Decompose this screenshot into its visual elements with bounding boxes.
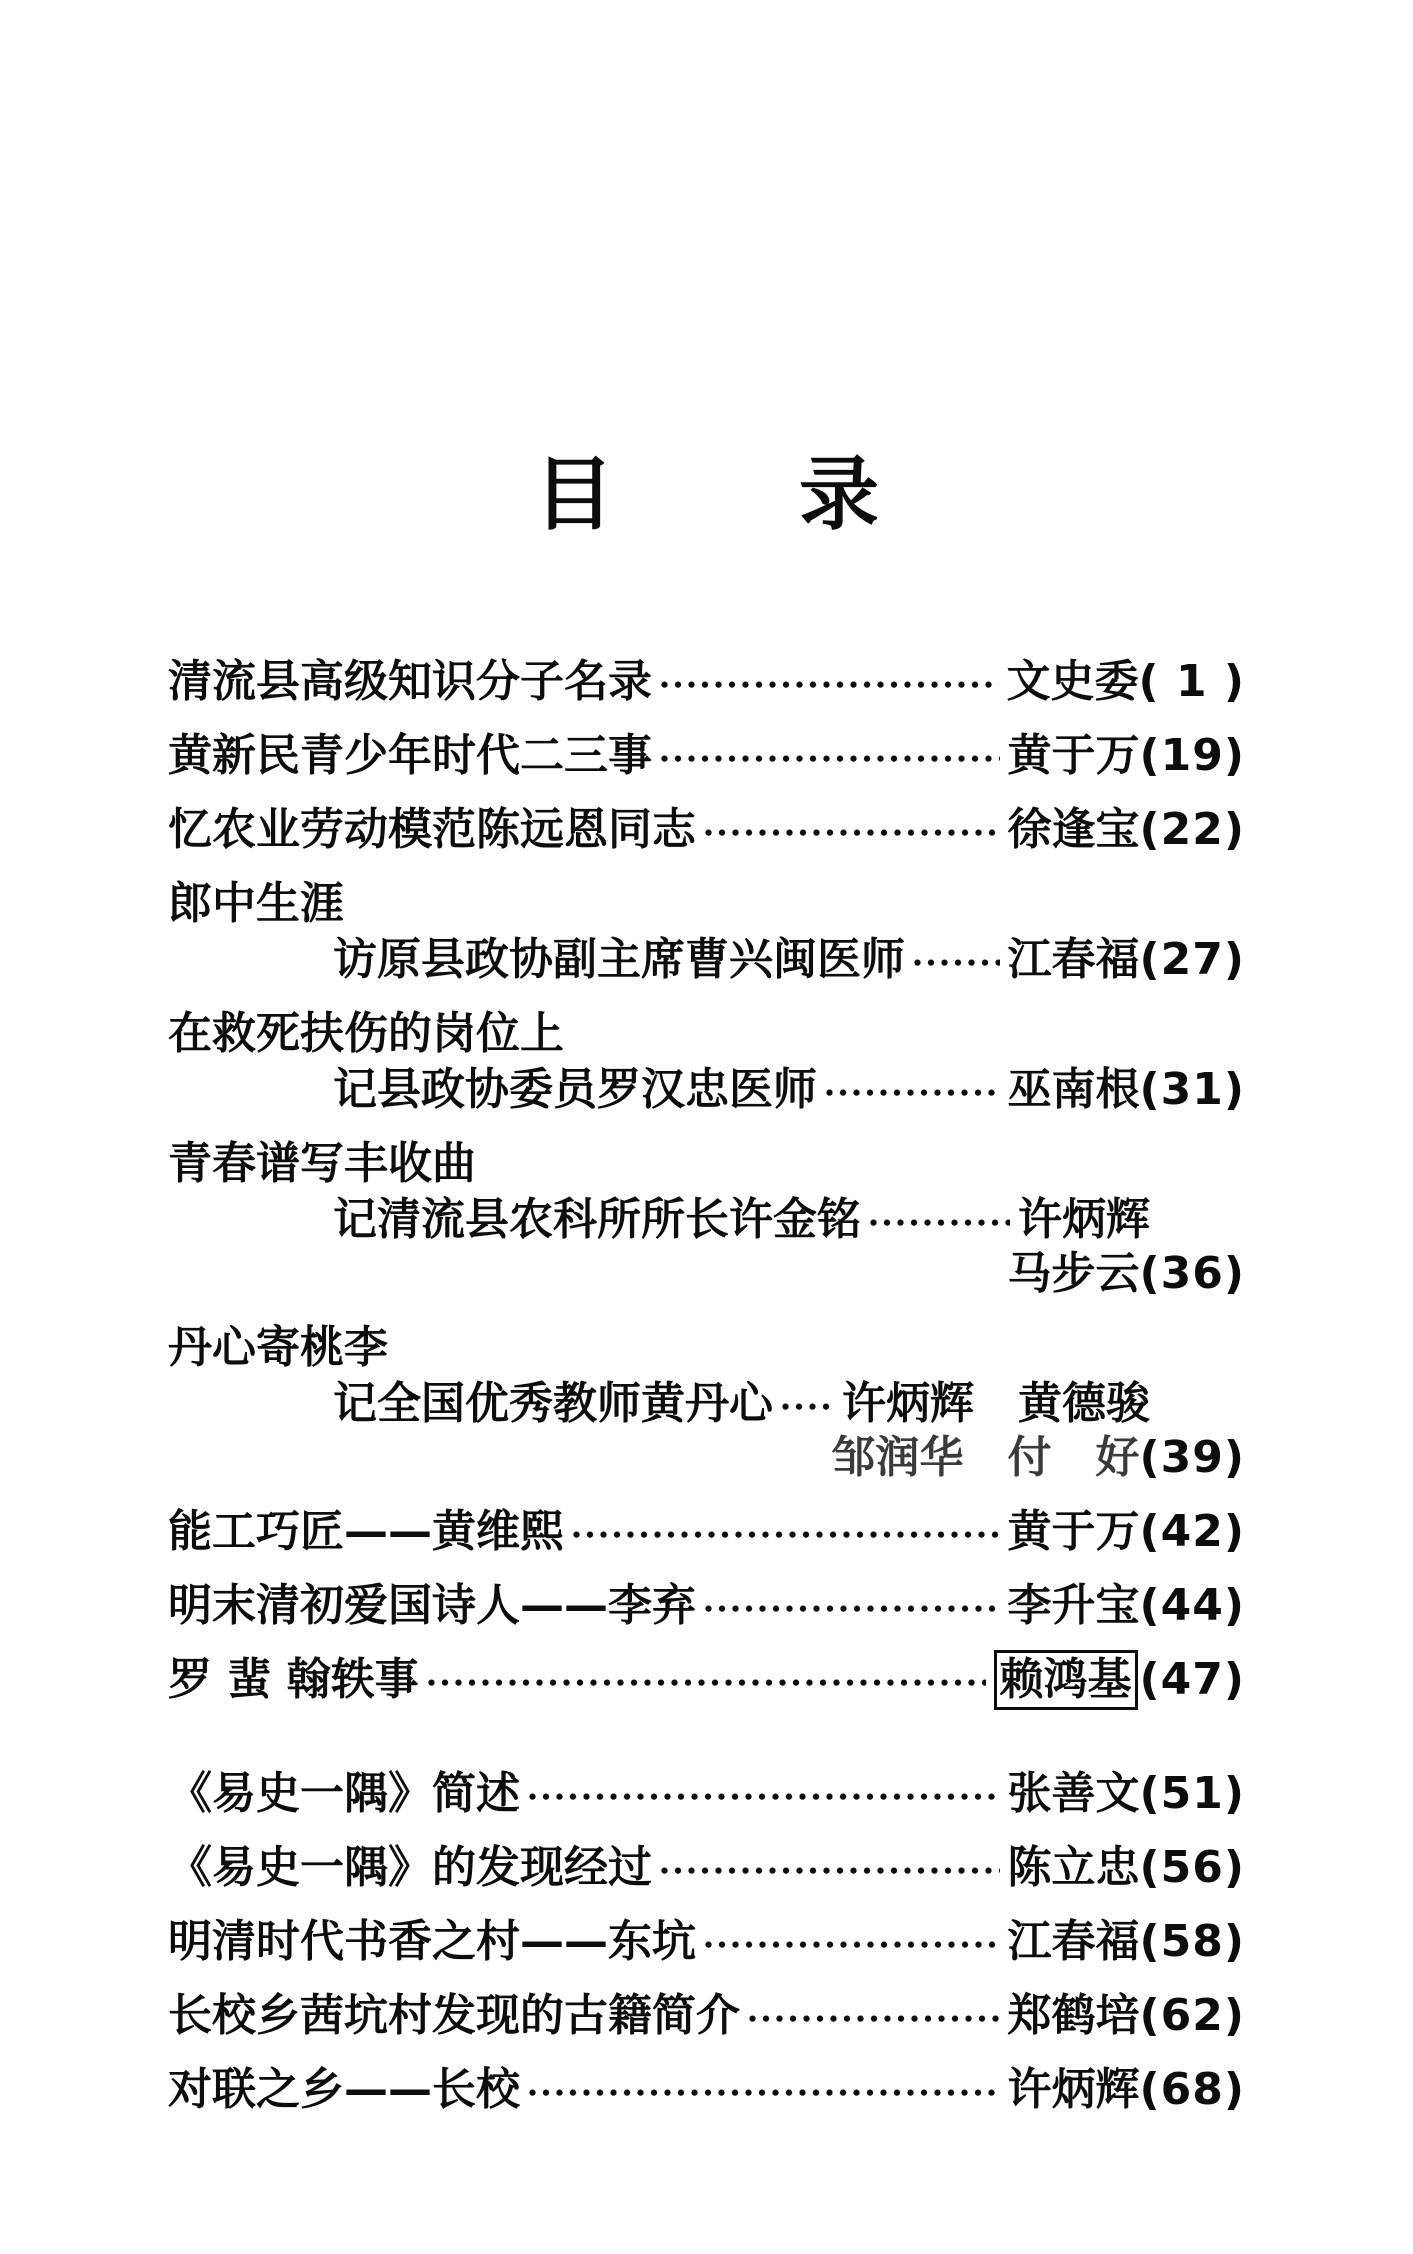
dot-leader xyxy=(526,2064,1000,2116)
toc-section-heading xyxy=(168,878,1245,930)
toc-entry xyxy=(168,1990,1245,2042)
entry-title: 能工巧匠——黄维熙 xyxy=(168,1506,564,1557)
entry-title: 黄新民青少年时代二三事 xyxy=(168,730,652,781)
entry-title: 对联之乡——长校 xyxy=(168,2064,520,2115)
page-title xyxy=(0,0,1413,541)
toc-entry xyxy=(168,1064,1245,1116)
dot-leader xyxy=(570,1506,1000,1558)
entry-page: (47) xyxy=(1139,1654,1245,1705)
entry-page: (62) xyxy=(1139,1990,1245,2041)
entry-title: 清流县高级知识分子名录 xyxy=(168,656,652,707)
toc-entry-authors-continued xyxy=(168,1248,1245,1300)
entry-author: 邹润华 付 好 xyxy=(831,1432,1140,1483)
entry-page: (51) xyxy=(1139,1768,1245,1819)
toc-entry xyxy=(168,1378,1245,1430)
entry-author: 李升宝 xyxy=(1007,1580,1140,1631)
dot-leader xyxy=(658,656,999,708)
toc-entry xyxy=(168,934,1245,986)
entry-page: (58) xyxy=(1139,1916,1245,1967)
entry-author: 许炳辉 黄德骏 xyxy=(842,1378,1150,1429)
toc-entry xyxy=(168,1916,1245,1968)
entry-title: 记清流县农科所所长许金铭 xyxy=(333,1194,861,1245)
dot-leader xyxy=(823,1064,1000,1116)
entry-author-deceased-box: 赖鸿基 xyxy=(994,1650,1138,1710)
toc-entry xyxy=(168,656,1245,708)
entry-page: (22) xyxy=(1139,804,1245,855)
entry-author: 马步云 xyxy=(1007,1248,1140,1299)
entry-page: (27) xyxy=(1139,934,1245,985)
entry-author: 许炳辉 xyxy=(1018,1194,1150,1245)
entry-title: 丹心寄桃李 xyxy=(168,1322,388,1373)
entry-author: 黄于万 xyxy=(1007,730,1140,781)
toc-entry xyxy=(168,1768,1245,1820)
entry-title: 访原县政协副主席曹兴闽医师 xyxy=(333,934,905,985)
entry-author: 文史委 xyxy=(1006,656,1139,707)
toc-entry xyxy=(168,1580,1245,1632)
entry-author: 郑鹤培 xyxy=(1007,1990,1140,2041)
entry-title: 记县政协委员罗汉忠医师 xyxy=(333,1064,817,1115)
toc-entry xyxy=(168,804,1245,856)
dot-leader xyxy=(425,1654,986,1706)
toc-entry xyxy=(168,730,1245,782)
toc-entry-authors-continued xyxy=(168,1432,1245,1484)
entry-title: 在救死扶伤的岗位上 xyxy=(168,1008,564,1059)
entry-author: 许炳辉 xyxy=(1007,2064,1140,2115)
dot-leader xyxy=(658,1842,1000,1894)
entry-title: 青春谱写丰收曲 xyxy=(168,1138,476,1189)
dot-leader xyxy=(702,1580,1000,1632)
dot-leader xyxy=(702,1916,1000,1968)
entry-title: 罗 蜚 翰轶事 xyxy=(168,1654,419,1705)
toc-entry xyxy=(168,1654,1245,1706)
entry-author: 巫南根 xyxy=(1007,1064,1140,1115)
entry-author: 陈立忠 xyxy=(1007,1842,1140,1893)
entry-title: 《易史一隅》简述 xyxy=(168,1768,520,1819)
page-title-char-lu: 录 xyxy=(799,447,879,541)
dot-leader xyxy=(702,804,1000,856)
dot-leader xyxy=(867,1194,1010,1246)
entry-page: ( 1 ) xyxy=(1138,656,1245,707)
entry-author: 黄于万 xyxy=(1007,1506,1140,1557)
entry-title: 《易史一隅》的发现经过 xyxy=(168,1842,652,1893)
dot-leader xyxy=(658,730,1000,782)
entry-page: (39) xyxy=(1139,1432,1245,1483)
entry-author: 徐逢宝 xyxy=(1007,804,1140,855)
entry-author: 江春福 xyxy=(1007,934,1140,985)
dot-leader xyxy=(911,934,1000,986)
entry-page: (42) xyxy=(1139,1506,1245,1557)
page-title-char-mu: 目 xyxy=(534,447,614,541)
entry-title: 长校乡茜坑村发现的古籍简介 xyxy=(168,1990,740,2041)
toc-entry xyxy=(168,1506,1245,1558)
toc-entry xyxy=(168,2064,1245,2116)
dot-leader xyxy=(526,1768,1000,1820)
entry-page: (68) xyxy=(1139,2064,1245,2115)
entry-page: (19) xyxy=(1139,730,1245,781)
toc-section-heading xyxy=(168,1008,1245,1060)
toc-section-heading xyxy=(168,1322,1245,1374)
entry-title: 忆农业劳动模范陈远恩同志 xyxy=(168,804,696,855)
entry-title: 明末清初爱国诗人——李弃 xyxy=(168,1580,696,1631)
entry-title: 记全国优秀教师黄丹心 xyxy=(333,1378,773,1429)
toc-entry xyxy=(168,1842,1245,1894)
dot-leader xyxy=(779,1378,834,1430)
entry-title: 明清时代书香之村——东坑 xyxy=(168,1916,696,1967)
toc-entry xyxy=(168,1194,1245,1246)
entry-page: (44) xyxy=(1139,1580,1245,1631)
entry-title: 郎中生涯 xyxy=(168,878,344,929)
entry-page: (56) xyxy=(1139,1842,1245,1893)
toc-section-heading xyxy=(168,1138,1245,1190)
table-of-contents xyxy=(168,656,1245,2116)
entry-author: 张善文 xyxy=(1007,1768,1140,1819)
entry-author: 江春福 xyxy=(1007,1916,1140,1967)
entry-page: (36) xyxy=(1139,1248,1245,1299)
entry-page: (31) xyxy=(1139,1064,1245,1115)
dot-leader xyxy=(746,1990,1000,2042)
